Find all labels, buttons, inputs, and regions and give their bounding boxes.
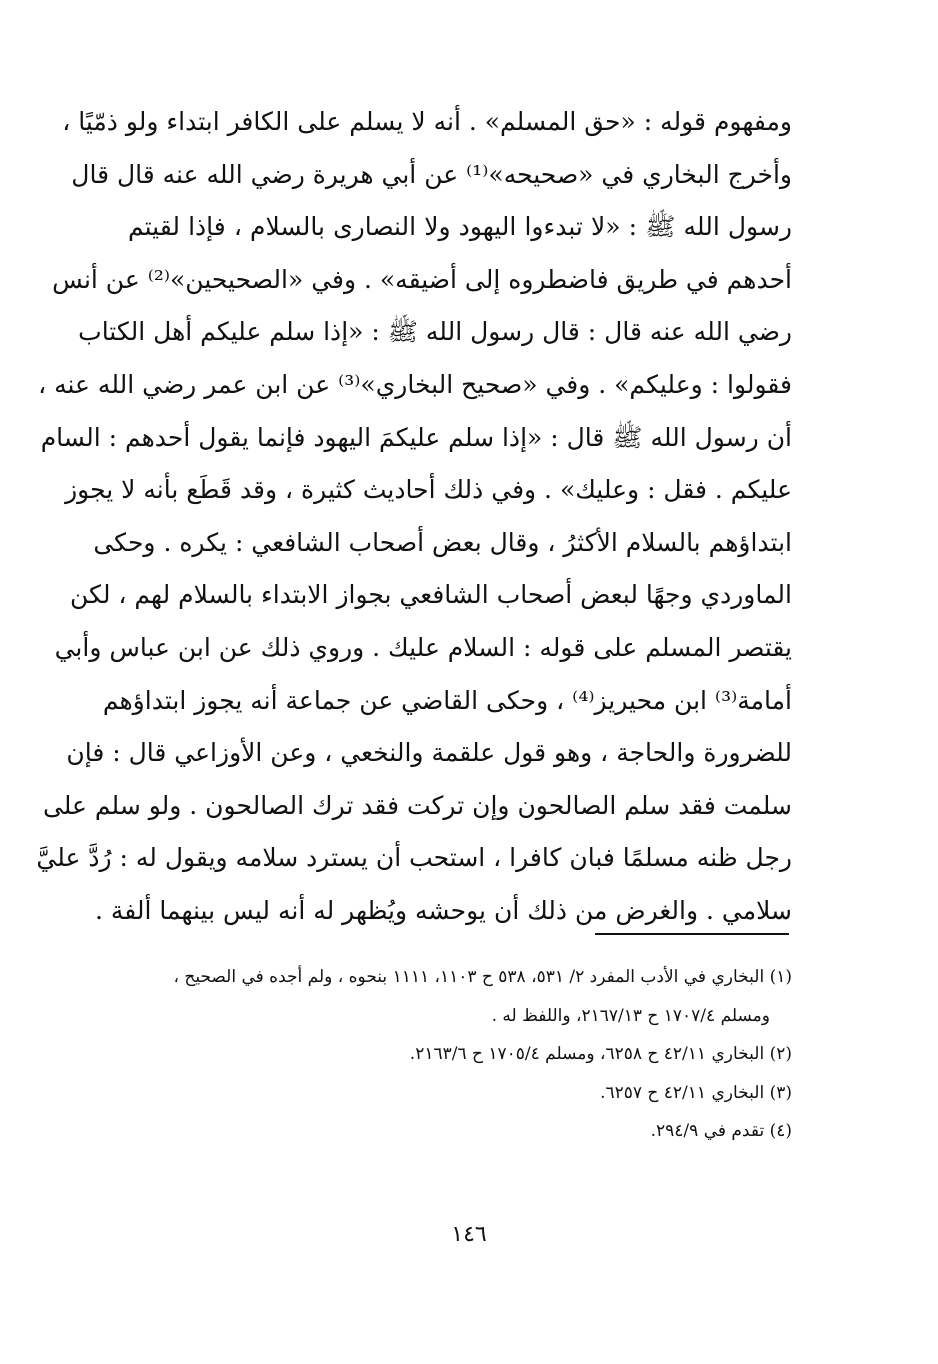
text-line: الماوردي وجهًا لبعض أصحاب الشافعي بجواز الابتداء بالسلام لهم ، لكن (69, 580, 792, 610)
text-line: سلامي . والغرض من ذلك أن يوحشه ويُظهر له أنه ليس بينهما ألفة . (94, 895, 792, 925)
text-line: فقولوا : وعليكم» . وفي «صحيح البخاري»⁽³⁾ عن ابن عمر رضي الله عنه ، (38, 369, 792, 399)
text-line: أمامة⁽³⁾ ابن محيريز⁽⁴⁾ ، وحكى القاضي عن جماعة أنه يجوز ابتداؤهم (102, 685, 792, 715)
footnote-4: (٤) تقدم في ٢٩٤/٩. (650, 1121, 792, 1141)
footnote-separator (595, 933, 789, 935)
text-line: ومفهوم قوله : «حق المسلم» . أنه لا يسلم على الكافر ابتداء ولو ذمّيًا ، (62, 107, 792, 136)
text-line: للضرورة والحاجة ، وهو قول علقمة والنخعي ، وعن الأوزاعي قال : فإن (66, 738, 792, 768)
main-text (36, 96, 792, 938)
footnote-3: (٣) البخاري ٤٢/١١ ح ٦٢٥٧. (600, 1082, 792, 1103)
footnote-2: (٢) البخاري ٤٢/١١ ح ٦٢٥٨، ومسلم ١٧٠٥/٤ ح ٢١٦٣/٦. (409, 1044, 792, 1064)
text-line: وأخرج البخاري في «صحيحه»⁽¹⁾ عن أبي هريرة رضي الله عنه قال قال (71, 159, 792, 189)
footnote-1: (١) البخاري في الأدب المفرد ٢/ ٥٣١، ٥٣٨ ح ١١٠٣، ١١١١ بنحوه ، ولم أجده في الصحيح ، (173, 967, 792, 987)
text-line: أحدهم في طريق فاضطروه إلى أضيقه» . وفي «الصحيحين»⁽²⁾ عن أنس (52, 264, 792, 294)
text-line: رضي الله عنه قال : قال رسول الله ﷺ : «إذا سلم عليكم أهل الكتاب (78, 317, 792, 347)
text-line: عليكم . فقل : وعليك» . وفي ذلك أحاديث كثيرة ، وقد قَطَع بأنه لا يجوز (65, 475, 792, 505)
text-line: أن رسول الله ﷺ قال : «إذا سلم عليكمَ اليهود فإنما يقول أحدهم : السام (40, 422, 792, 452)
footnotes (128, 958, 792, 1151)
text-line: رجل ظنه مسلمًا فبان كافرا ، استحب أن يسترد سلامه ويقول له : رُدَّ عليَّ (36, 843, 792, 873)
text-line: يقتصر المسلم على قوله : السلام عليك . وروي ذلك عن ابن عباس وأبي (54, 632, 792, 662)
text-line: ابتداؤهم بالسلام الأكثرُ ، وقال بعض أصحاب الشافعي : يكره . وحكى (93, 527, 792, 557)
text-line: رسول الله ﷺ : «لا تبدءوا اليهود ولا النصارى بالسلام ، فإذا لقيتم (128, 212, 792, 242)
text-line: سلمت فقد سلم الصالحون وإن تركت فقد ترك الصالحون . ولو سلم على (42, 790, 792, 820)
page-number: ١٤٦ (451, 1222, 487, 1247)
footnote-1-continued: ومسلم ١٧٠٧/٤ ح ٢١٦٧/١٣، واللفظ له . (491, 1005, 770, 1026)
